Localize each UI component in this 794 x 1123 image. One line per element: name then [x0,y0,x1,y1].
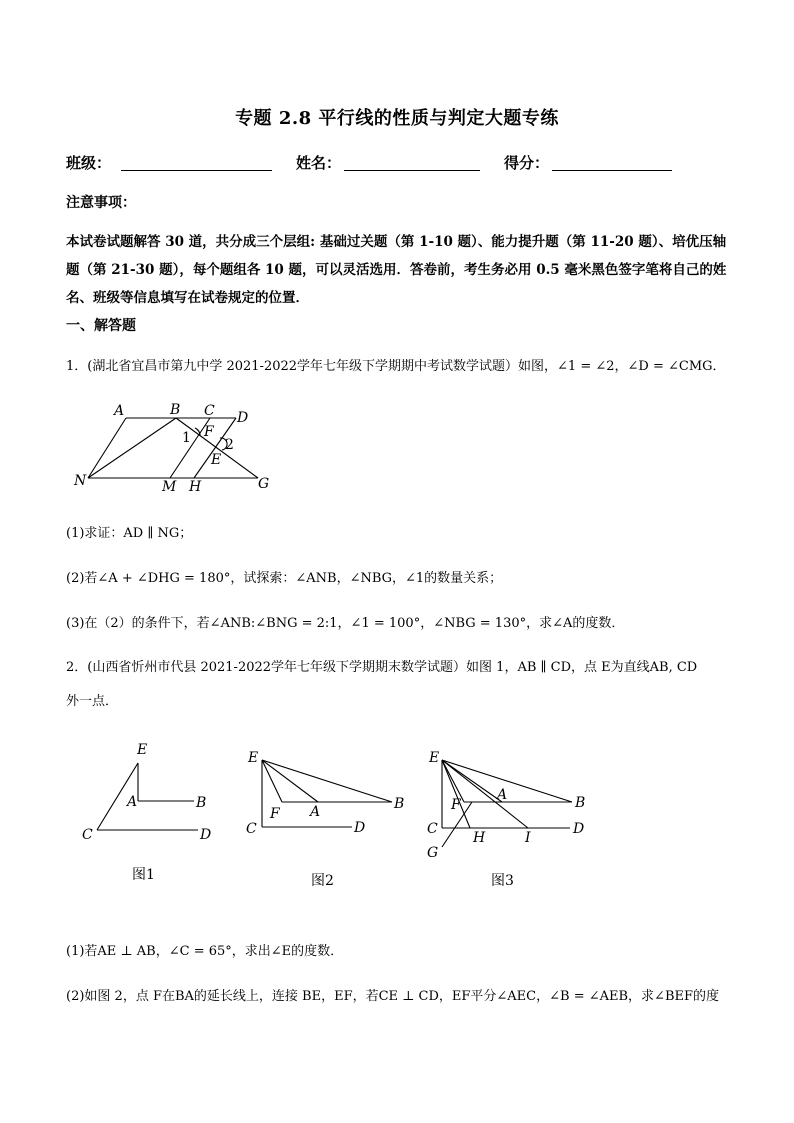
q1-line-bn [88,418,176,478]
page-title: 专题 2.8 平行线的性质与判定大题专练 [235,108,559,129]
q2-fig2-caption: 图2 [311,873,334,889]
q2-fig3-label-g: G [427,845,439,861]
q1-sub2: (2)若∠A + ∠DHG = 180°，试探索：∠ANB，∠NBG，∠1的数量关系； [66,571,503,586]
q2-fig1-label-b: B [196,795,207,811]
score-label: 得分： [504,154,550,172]
q1-label-a: A [114,403,125,419]
q1-sub3: (3)在（2）的条件下，若∠ANB:∠BNG = 2:1，∠1 = 100°，∠NBG = 130°，求∠A的度数． [66,616,625,631]
class-field[interactable] [121,152,272,171]
name-field[interactable] [344,152,480,171]
q2-stem-line-2: 外一点． [66,694,119,709]
q2-fig3-label-i: I [525,830,531,846]
q2-fig3-line-ei [442,760,528,828]
q2-figure-2 [240,735,420,855]
name-label: 姓名： [296,154,342,172]
q1-figure [70,398,280,498]
notice-body [66,228,736,312]
q2-figure-3 [420,735,600,865]
q2-sub1: (1)若AE ⊥ AB，∠C = 65°，求出∠E的度数． [66,944,344,959]
q2-fig3-caption: 图3 [491,873,514,889]
q2-fig2-line-ef [262,760,282,802]
q1-label-m: M [162,479,177,495]
q2-sub2: (2)如图 2，点 F在BA的延长线上，连接 BE，EF，若CE ⊥ CD，EF平分∠AEC，∠B = ∠AEB，求∠BEF的度 [66,989,720,1004]
q2-stem-line-1: 2．(山西省忻州市代县 2021-2022学年七年级下学期期末数学试题）如图 1，AB ∥ CD，点 E为直线AB, CD [66,660,698,675]
q2-fig2-label-c: C [246,821,257,837]
notice-line-2: 题（第 21-30 题），每个题组各 10 题，可以灵活选用．答卷前，考生务必用 0.5 毫米黑色签字笔将自己的姓 [66,262,727,278]
notice-heading: 注意事项： [66,195,136,211]
q2-fig3-label-h: H [473,830,486,846]
q1-stem: 1．(湖北省宜昌市第九中学 2021-2022学年七年级下学期期中考试数学试题）如图，∠1 = ∠2，∠D = ∠CMG． [66,359,726,374]
q2-fig2-label-f: F [270,806,280,822]
q2-fig1-label-e: E [137,742,148,758]
q2-fig2-label-d: D [354,820,366,836]
q1-label-angle-1: 1 [182,430,191,446]
q2-fig3-label-b: B [575,795,586,811]
student-info-row [0,152,794,176]
q1-label-c: C [204,403,215,419]
notice-line-3: 名、班级等信息填写在试卷规定的位置． [66,290,309,306]
q2-fig1-label-d: D [200,827,212,843]
q2-fig1-label-c: C [82,827,93,843]
q2-fig1-caption: 图1 [132,867,155,883]
q2-fig3-label-a: A [497,787,508,803]
q1-label-b: B [170,402,181,418]
q2-figure-1 [70,735,230,855]
q1-label-d: D [237,410,249,426]
q2-fig2-line-ea [262,760,318,802]
q1-label-angle-2: 2 [225,437,234,453]
q1-label-h: H [189,479,202,495]
section-heading: 一、解答题 [66,318,136,334]
q2-fig3-label-f: F [451,797,461,813]
q1-label-f: F [204,424,214,440]
q1-label-e: E [211,452,222,468]
q2-fig3-label-e: E [429,750,440,766]
class-label: 班级： [66,154,112,172]
notice-line-1: 本试卷试题解答 30 道，共分成三个层组: 基础过关题（第 1-10 题）、能力提升题（第 11-20 题）、培优压轴 [66,234,727,250]
q2-fig2-label-b: B [394,796,405,812]
q2-fig2-label-a: A [310,804,321,820]
q1-label-n: N [74,473,87,489]
q2-fig1-label-a: A [127,794,138,810]
q1-sub1: (1)求证：AD ∥ NG； [66,526,193,541]
score-field[interactable] [552,152,672,171]
q2-fig3-label-c: C [427,821,438,837]
q1-line-an [88,418,126,478]
q1-line-bg [176,418,258,478]
q2-fig3-label-d: D [573,821,585,837]
q1-label-g: G [258,476,270,492]
q2-fig2-line-eb [262,760,392,802]
q2-fig2-label-e: E [248,750,259,766]
